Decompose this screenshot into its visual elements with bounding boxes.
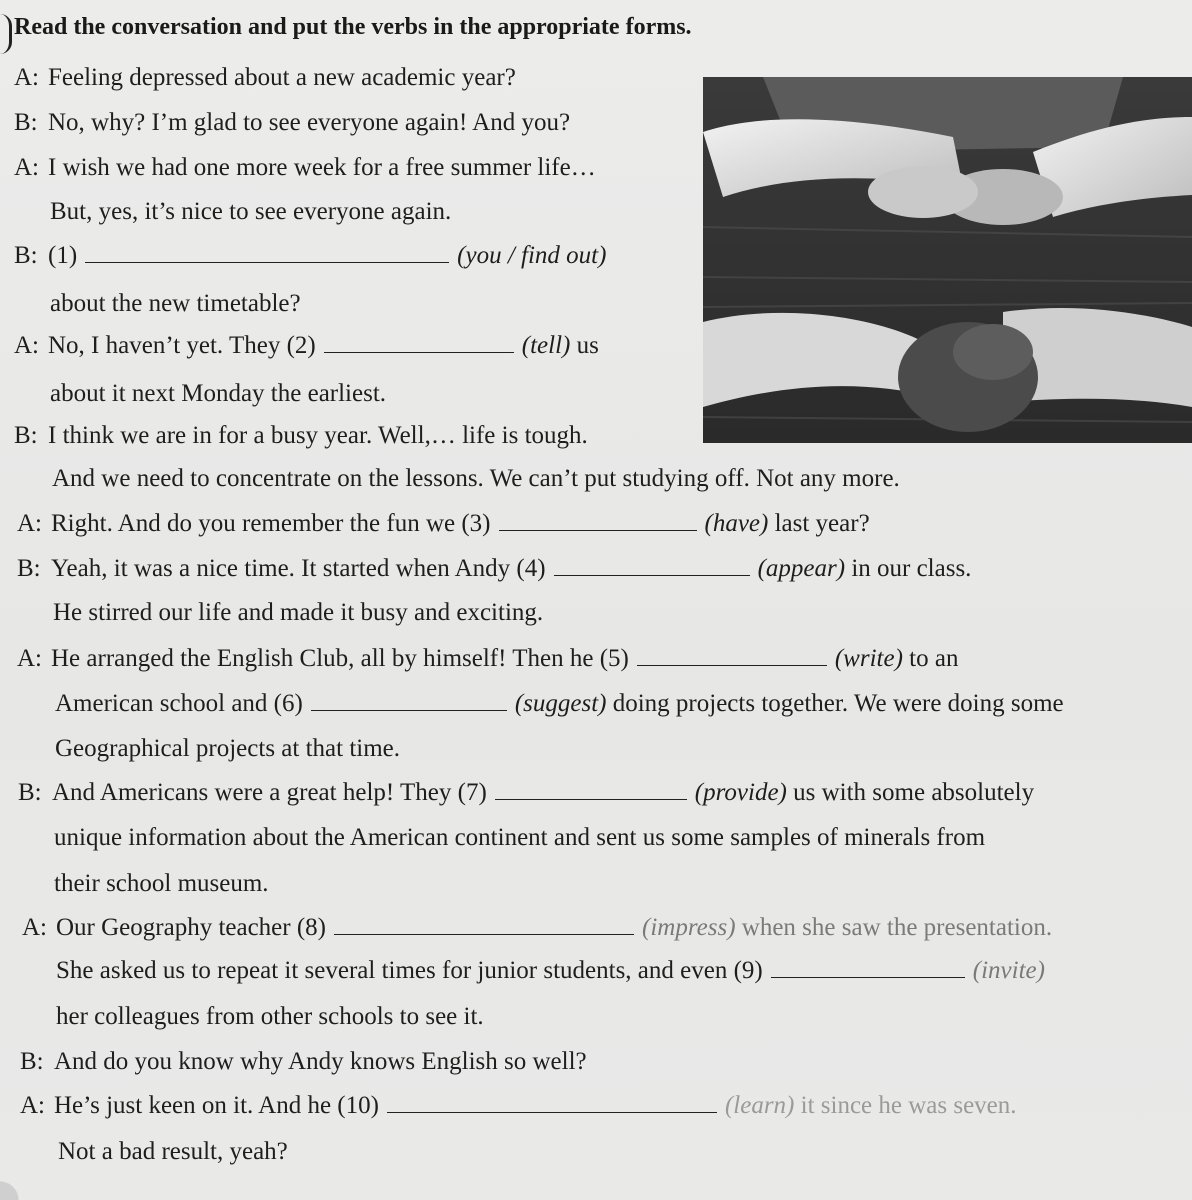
dialogue-line bbox=[14, 152, 596, 184]
dialogue-text: to an bbox=[902, 645, 959, 672]
speaker-label: A: bbox=[14, 332, 39, 359]
speaker-label: A: bbox=[22, 914, 47, 941]
dialogue-text: American school and (6) bbox=[55, 690, 303, 717]
dialogue-line bbox=[22, 912, 1052, 944]
dialogue-text: about the new timetable? bbox=[50, 290, 301, 317]
dialogue-text: He stirred our life and made it busy and exciting. bbox=[53, 599, 544, 626]
dialogue-text: I think we are in for a busy year. Well,… life is tough. bbox=[48, 422, 588, 449]
dialogue-text: I wish we had one more week for a free summer life… bbox=[48, 154, 596, 181]
dialogue-text: us bbox=[570, 332, 599, 359]
speaker-label: B: bbox=[20, 1048, 44, 1075]
dialogue-line bbox=[56, 1001, 484, 1033]
dialogue-text: But, yes, it’s nice to see everyone again. bbox=[50, 198, 452, 225]
dialogue-line bbox=[50, 196, 451, 228]
speaker-label: A: bbox=[14, 64, 39, 91]
dialogue-text: (1) bbox=[48, 242, 78, 269]
answer-blank[interactable] bbox=[554, 553, 750, 576]
dialogue-text: their school museum. bbox=[54, 870, 269, 897]
speaker-label: B: bbox=[14, 422, 38, 449]
answer-blank[interactable] bbox=[387, 1090, 717, 1113]
students-resting-heads-on-desk-photo bbox=[703, 77, 1192, 443]
dialogue-text: in our class. bbox=[845, 555, 972, 582]
verb-hint: (appear) bbox=[757, 555, 846, 582]
dialogue-line bbox=[20, 1090, 1017, 1122]
dialogue-text: No, why? I’m glad to see everyone again! And you? bbox=[48, 109, 571, 136]
verb-hint: (impress) bbox=[642, 914, 736, 941]
dialogue-text: Right. And do you remember the fun we (3) bbox=[51, 510, 491, 537]
dialogue-text: He arranged the English Club, all by himself! Then he (5) bbox=[51, 645, 629, 672]
dialogue-text: Feeling depressed about a new academic year? bbox=[48, 64, 516, 91]
dialogue-line bbox=[50, 378, 386, 410]
dialogue-line bbox=[55, 733, 400, 765]
dialogue-text: it since he was seven. bbox=[794, 1092, 1017, 1119]
dialogue-line bbox=[55, 688, 1064, 720]
dialogue-text: Yeah, it was a nice time. It started when Andy (4) bbox=[51, 555, 546, 582]
speaker-label: B: bbox=[18, 779, 42, 806]
exercise-bracket bbox=[0, 14, 12, 54]
speaker-label: A: bbox=[17, 510, 42, 537]
dialogue-line bbox=[50, 288, 301, 320]
answer-blank[interactable] bbox=[495, 777, 687, 800]
dialogue-text: when she saw the presentation. bbox=[735, 914, 1053, 941]
dialogue-text: And do you know why Andy knows English so well? bbox=[54, 1048, 587, 1075]
dialogue-text: Geographical projects at that time. bbox=[55, 735, 401, 762]
answer-blank[interactable] bbox=[499, 508, 697, 531]
verb-hint: (learn) bbox=[724, 1092, 795, 1119]
dialogue-line bbox=[14, 107, 570, 139]
dialogue-line bbox=[17, 643, 958, 675]
verb-hint: (suggest) bbox=[514, 690, 607, 717]
dialogue-line bbox=[14, 330, 599, 362]
verb-hint: (provide) bbox=[694, 779, 787, 806]
dialogue-line bbox=[17, 553, 971, 585]
dialogue-text: last year? bbox=[768, 510, 870, 537]
speaker-label: B: bbox=[14, 109, 38, 136]
answer-blank[interactable] bbox=[85, 240, 449, 263]
dialogue-text: unique information about the American continent and sent us some samples of minerals from bbox=[54, 824, 986, 851]
verb-hint: (write) bbox=[834, 645, 903, 672]
speaker-label: A: bbox=[17, 645, 42, 672]
dialogue-line bbox=[18, 777, 1034, 809]
answer-blank[interactable] bbox=[637, 643, 827, 666]
dialogue-line bbox=[20, 1046, 587, 1078]
verb-hint: (you / find out) bbox=[457, 242, 607, 269]
dialogue-text: us with some absolutely bbox=[786, 779, 1035, 806]
dialogue-text: He’s just keen on it. And he (10) bbox=[54, 1092, 379, 1119]
dialogue-text: And Americans were a great help! They (7) bbox=[52, 779, 487, 806]
dialogue-line bbox=[14, 240, 606, 272]
dialogue-line bbox=[14, 420, 588, 452]
dialogue-line bbox=[14, 62, 516, 94]
answer-blank[interactable] bbox=[771, 955, 965, 978]
speaker-label: B: bbox=[17, 555, 41, 582]
answer-blank[interactable] bbox=[334, 912, 634, 935]
dialogue-text: Not a bad result, yeah? bbox=[58, 1138, 288, 1165]
dialogue-text: Our Geography teacher (8) bbox=[56, 914, 327, 941]
verb-hint: (have) bbox=[704, 510, 769, 537]
dialogue-text: No, I haven’t yet. They (2) bbox=[48, 332, 316, 359]
dialogue-text: doing projects together. We were doing some bbox=[606, 690, 1064, 717]
dialogue-line bbox=[58, 1136, 288, 1168]
dialogue-line bbox=[54, 822, 985, 854]
verb-hint: (tell) bbox=[521, 332, 571, 359]
dialogue-text: And we need to concentrate on the lessons. We can’t put studying off. Not any more. bbox=[52, 465, 900, 492]
dialogue-text: She asked us to repeat it several times for junior students, and even (9) bbox=[56, 957, 763, 984]
dialogue-line bbox=[56, 955, 1045, 987]
exercise-instructions: Read the conversation and put the verbs in the appropriate forms. bbox=[14, 14, 692, 40]
speaker-label: A: bbox=[14, 154, 39, 181]
dialogue-text: her colleagues from other schools to see it. bbox=[56, 1003, 484, 1030]
dialogue-text: about it next Monday the earliest. bbox=[50, 380, 387, 407]
dialogue-line bbox=[53, 597, 543, 629]
verb-hint: (invite) bbox=[972, 957, 1045, 984]
speaker-label: B: bbox=[14, 242, 38, 269]
dialogue-line bbox=[54, 868, 269, 900]
dialogue-line bbox=[52, 463, 900, 495]
answer-blank[interactable] bbox=[311, 688, 507, 711]
page-corner bbox=[0, 1172, 26, 1200]
answer-blank[interactable] bbox=[324, 330, 514, 353]
dialogue-line bbox=[17, 508, 870, 540]
speaker-label: A: bbox=[20, 1092, 45, 1119]
